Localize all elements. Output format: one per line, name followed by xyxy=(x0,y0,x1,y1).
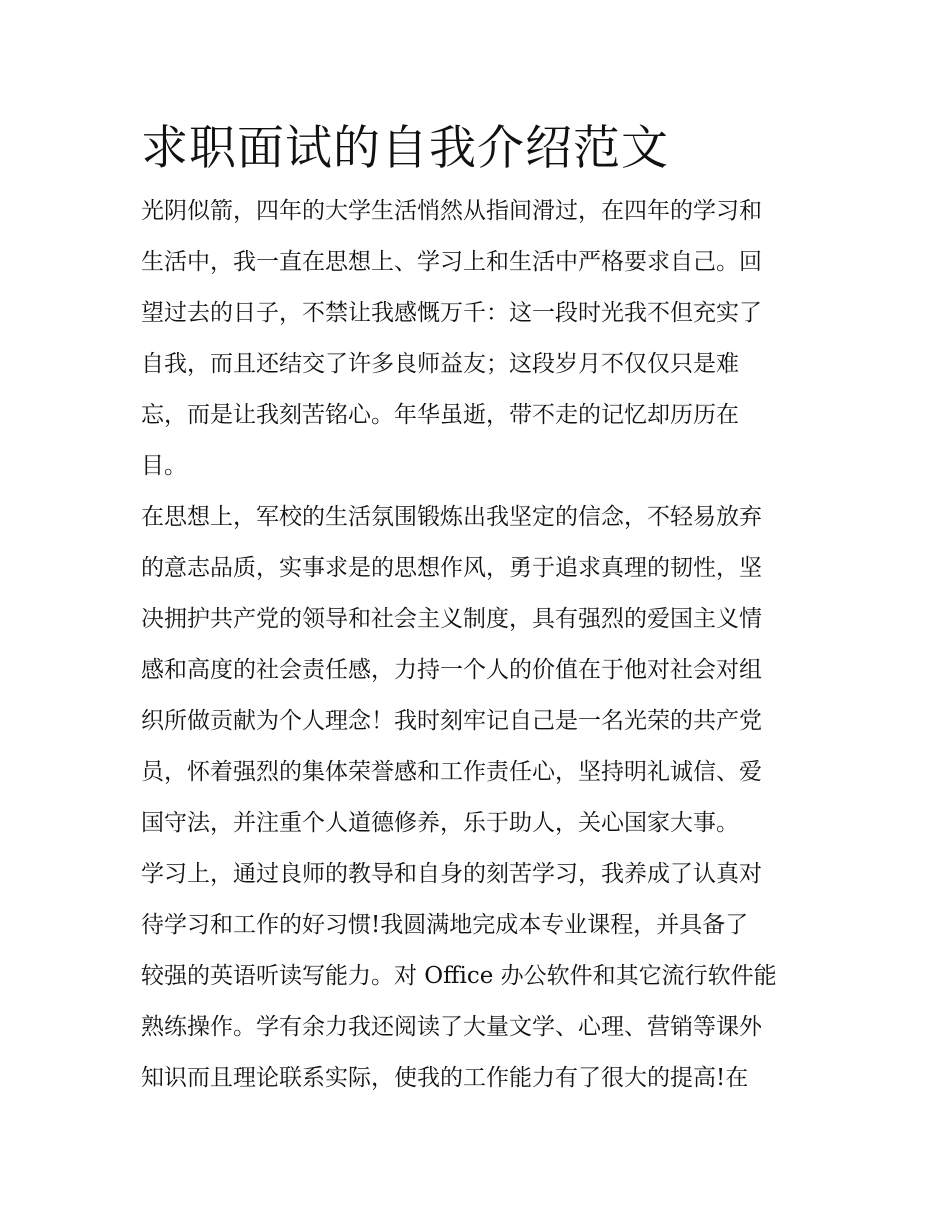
paragraph-line: 目。 xyxy=(141,453,187,479)
paragraph-line: 光阴似箭，四年的大学生活悄然从指间滑过，在四年的学习和 xyxy=(141,198,762,224)
paragraph-line: 待学习和工作的好习惯!我圆满地完成本专业课程，并具备了 xyxy=(141,912,749,938)
paragraph-line: 在思想上，军校的生活氛围锻炼出我坚定的信念，不轻易放弃 xyxy=(141,504,762,530)
paragraph-1 xyxy=(141,186,813,492)
paragraph-line: 生活中，我一直在思想上、学习上和生活中严格要求自己。回 xyxy=(141,249,762,275)
paragraph-line: 织所做贡献为个人理念！我时刻牢记自己是一名光荣的共产党 xyxy=(141,708,762,734)
document-title: 求职面试的自我介绍范文 xyxy=(141,121,669,176)
paragraph-3 xyxy=(141,849,813,1104)
paragraph-line: 国守法，并注重个人道德修养，乐于助人，关心国家大事。 xyxy=(141,810,739,836)
paragraph-line: 员，怀着强烈的集体荣誉感和工作责任心，坚持明礼诚信、爱 xyxy=(141,759,762,785)
document-body xyxy=(141,118,813,1104)
paragraph-line: 知识而且理论联系实际，使我的工作能力有了很大的提高!在 xyxy=(141,1065,749,1091)
paragraph-line: 的意志品质，实事求是的思想作风，勇于追求真理的韧性，坚 xyxy=(141,555,762,581)
paragraph-2 xyxy=(141,492,813,849)
paragraph-line: 决拥护共产党的领导和社会主义制度，具有强烈的爱国主义情 xyxy=(141,606,762,632)
paragraph-line: 自我，而且还结交了许多良师益友；这段岁月不仅仅只是难 xyxy=(141,351,739,377)
paragraph-line: 感和高度的社会责任感，力持一个人的价值在于他对社会对组 xyxy=(141,657,762,683)
paragraph-line: 忘，而是让我刻苦铭心。年华虽逝，带不走的记忆却历历在 xyxy=(141,402,739,428)
paragraph-line: 熟练操作。学有余力我还阅读了大量文学、心理、营销等课外 xyxy=(141,1014,762,1040)
paragraph-line: 望过去的日子，不禁让我感慨万千：这一段时光我不但充实了 xyxy=(141,300,762,326)
paragraph-line: 学习上，通过良师的教导和自身的刻苦学习，我养成了认真对 xyxy=(141,861,762,887)
paragraph-line: 较强的英语听读写能力。对 Office 办公软件和其它流行软件能 xyxy=(141,963,777,989)
